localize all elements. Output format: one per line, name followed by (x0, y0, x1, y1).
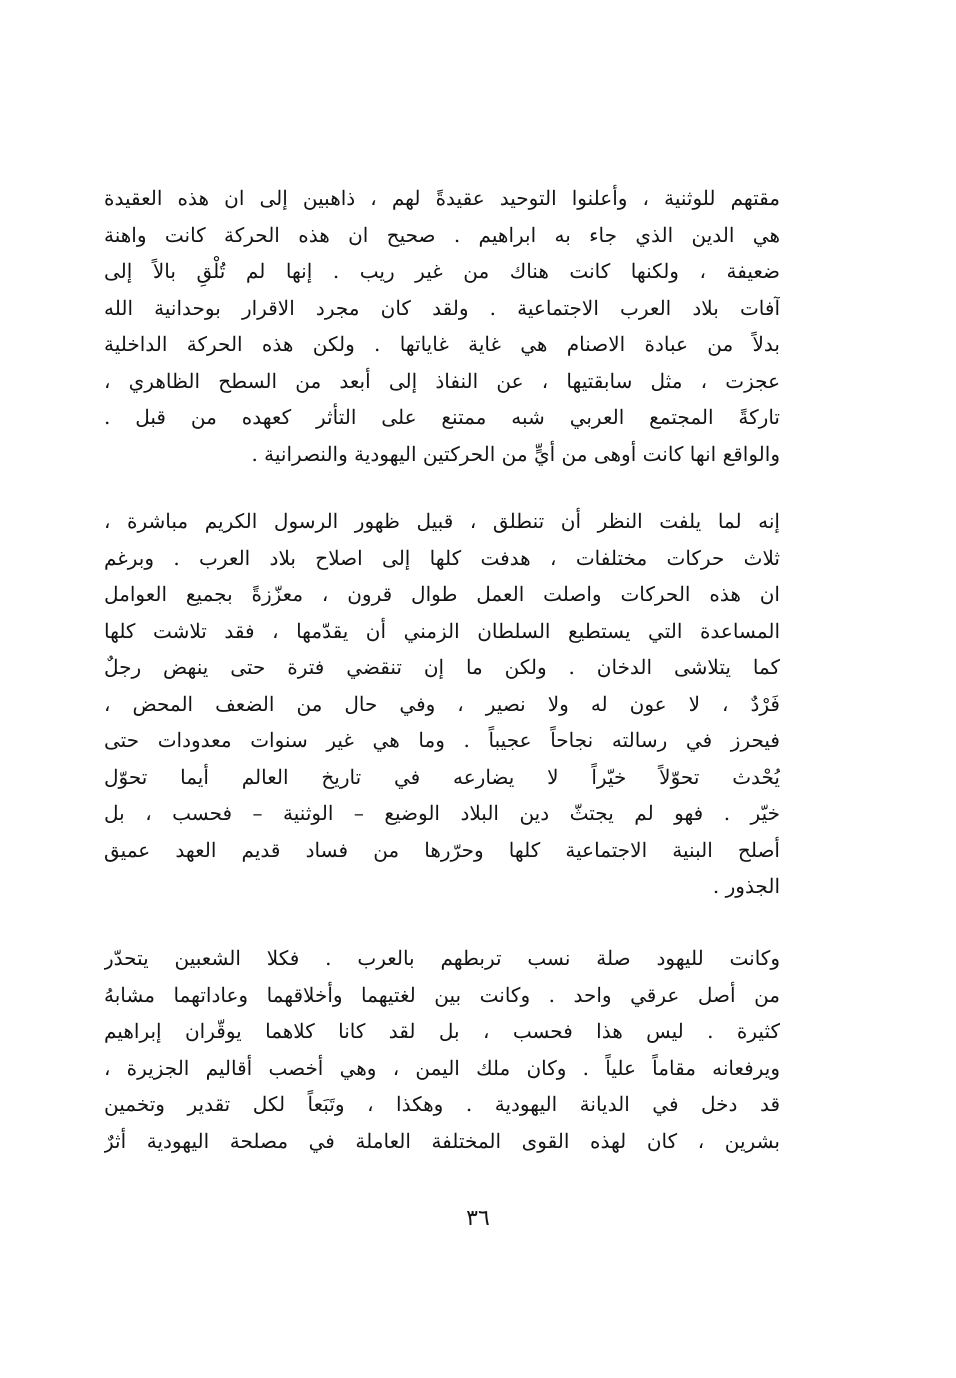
text-line: كما يتلاشى الدخان . ولكن ما إن تنقضي فترة حتى ينهض رجلٌ (104, 655, 780, 679)
text-line: آفات بلاد العرب الاجتماعية . ولقد كان مجرد الاقرار بوحدانية الله (104, 295, 780, 320)
text-line: تاركةً المجتمع العربي شبه ممتنع على التأثر كعهده من قبل . (104, 405, 780, 429)
text-line: ثلاث حركات مختلفات ، هدفت كلها إلى اصلاح بلاد العرب . وبرغم (104, 545, 780, 570)
text-line: عجزت ، مثل سابقتيها ، عن النفاذ إلى أبعد من السطح الظاهري ، (104, 368, 780, 393)
paragraph-3 (104, 940, 780, 1159)
text-line: مقتهم للوثنية ، وأعلنوا التوحيد عقيدةً لهم ، ذاهبين إلى ان هذه العقيدة (104, 186, 780, 210)
text-line: بشرين ، كان لهذه القوى المختلفة العاملة في مصلحة اليهودية أثرٌ (104, 1128, 780, 1153)
text-line: يُحْدث تحوّلاً خيّراً لا يضارعه في تاريخ العالم أيما تحوّل (104, 764, 780, 789)
text-line: قد دخل في الديانة اليهودية . وهكذا ، وتَبَعاً لكل تقدير وتخمين (104, 1092, 780, 1116)
page-number: ٣٦ (466, 1206, 490, 1231)
text-line: خيّر . فهو لم يجتثّ دين البلاد الوضيع – الوثنية – فحسب ، بل (104, 801, 780, 825)
text-line: من أصل عرقي واحد . وكانت بين لغتيهما وأخلاقهما وعاداتهما مشابهُ (104, 982, 780, 1007)
text-line: هي الدين الذي جاء به ابراهيم . صحيح ان هذه الحركة كانت واهنة (104, 222, 780, 247)
text-line: ويرفعانه مقاماً علياً . وكان ملك اليمن ، وهي أخصب أقاليم الجزيرة ، (104, 1055, 780, 1080)
text-line: أصلح البنية الاجتماعية كلها وحرّرها من فساد قديم العهد عميق (104, 837, 780, 862)
paragraph-2 (104, 503, 780, 905)
text-line: وكانت لليهود صلة نسب تربطهم بالعرب . فكلا الشعبين يتحدّر (104, 946, 780, 970)
text-line: المساعدة التي يستطيع السلطان الزمني أن يقدّمها ، فقد تلاشت كلها (104, 618, 780, 643)
text-line: فيحرز في رسالته نجاحاً عجيباً . وما هي غير سنوات معدودات حتى (104, 728, 780, 752)
text-line: ان هذه الحركات واصلت العمل طوال قرون ، معزّزةً بجميع العوامل (104, 582, 780, 606)
text-line: كثيرة . ليس هذا فحسب ، بل لقد كانا كلاهما يوقّران إبراهيم (104, 1019, 780, 1043)
text-line: إنه لما يلفت النظر أن تنطلق ، قبيل ظهور الرسول الكريم مباشرة ، (104, 509, 780, 533)
text-line: بدلاً من عبادة الاصنام هي غاية غاياتها . ولكن هذه الحركة الداخلية (104, 332, 780, 356)
paragraph-1 (104, 180, 780, 472)
text-line: ضعيفة ، ولكنها كانت هناك من غير ريب . إنها لم تُلْقِ بالاً إلى (104, 259, 780, 283)
text-line: فَرْدٌ ، لا عون له ولا نصير ، وفي حال من الضعف المحض ، (104, 691, 780, 716)
text-line: والواقع انها كانت أوهى من أيٍّ من الحركتين اليهودية والنصرانية . (251, 441, 780, 466)
text-line: الجذور . (712, 874, 780, 898)
